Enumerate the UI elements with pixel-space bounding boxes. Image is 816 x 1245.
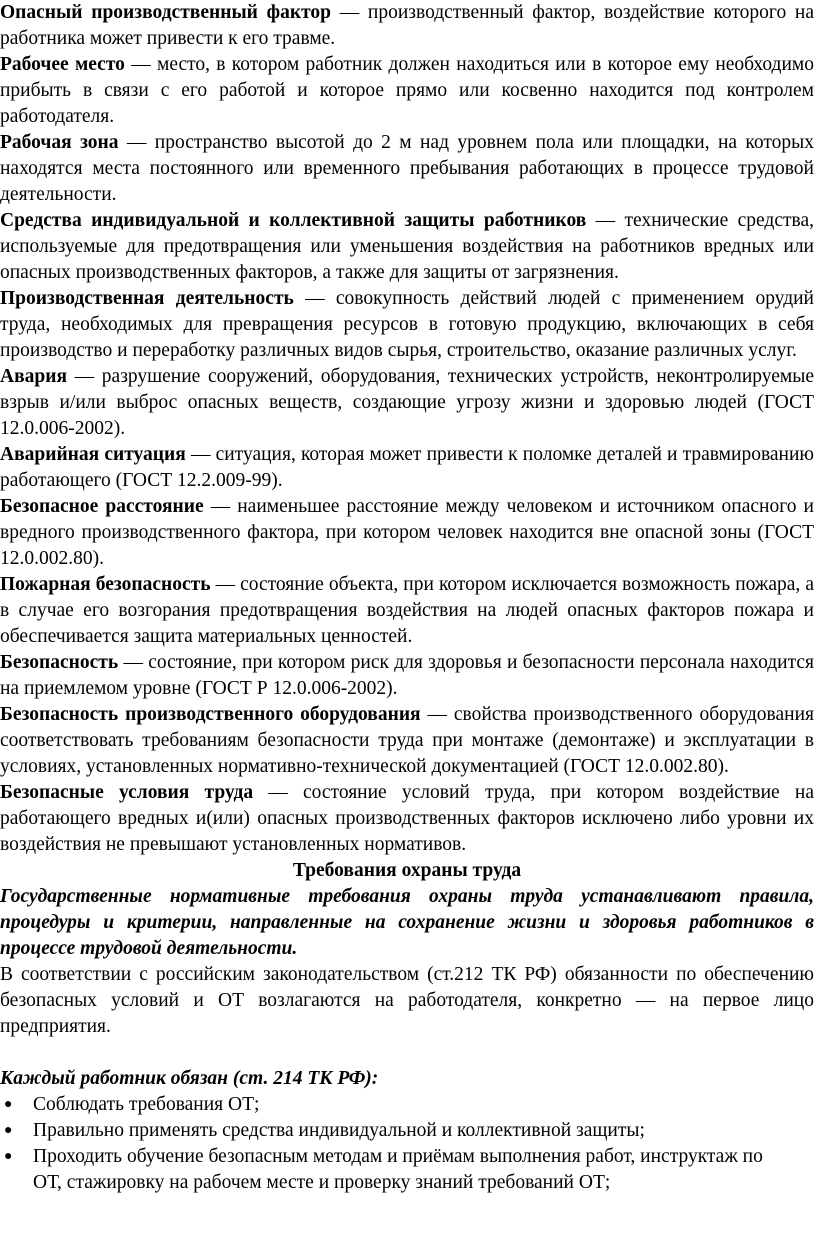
definition-term: Рабочая зона	[0, 132, 119, 153]
definition	[0, 650, 814, 702]
definition	[0, 130, 814, 208]
duties-list	[0, 1092, 814, 1196]
list-item-text: Проходить обучение безопасным методам и приёмам выполнения работ, инструктаж по ОТ, стажировку на рабочем месте и проверку знаний требований ОТ;	[33, 1146, 763, 1193]
definition-term: Средства индивидуальной и коллективной защиты работников	[0, 210, 587, 231]
definition	[0, 572, 814, 650]
definition-text: — состояние объекта, при котором исключается возможность пожара, а в случае его возгорания предотвращения воздействия на людей опасных факторов пожара и обеспечивается защита материальных ценностей.	[0, 574, 814, 647]
definition-text: — ситуация, которая может привести к поломке деталей и травмированию работающего (ГОСТ 12.2.009-99).	[0, 444, 814, 491]
definition-term: Безопасное расстояние	[0, 496, 204, 517]
definition-text: — пространство высотой до 2 м над уровнем пола или площадки, на которых находятся места постоянного или временного пребывания работающих в процессе трудовой деятельности.	[0, 132, 815, 205]
definition-term: Рабочее место	[0, 54, 125, 75]
definition-text: — производственный фактор, воздействие которого на работника может привести к его травме.	[0, 2, 814, 49]
section-lead: Государственные нормативные требования охраны труда устанавливают правила, процедуры и критерии, направленные на сохранение жизни и здоровья работников в процессе трудовой деятельности.	[0, 886, 814, 959]
definition	[0, 780, 814, 858]
definition-text: — свойства производственного оборудования соответствовать требованиям безопасности труда при монтаже (демонтаже) и эксплуатации в условиях, установленных нормативно-технической документацией (ГОСТ 12.0.002.80).	[0, 704, 814, 777]
definition-text: — совокупность действий людей с применением орудий труда, необходимых для превращения ресурсов в готовую продукцию, включающих в себя производство и переработку различных видов сырья, строительство, оказание различных услуг.	[0, 288, 814, 361]
definition-text: — место, в котором работник должен находиться или в которое ему необходимо прибыть в связи с его работой и которое прямо или косвенно находится под контролем работодателя.	[0, 54, 814, 127]
definition-text: — состояние, при котором риск для здоровья и безопасности персонала находится на приемлемом уровне (ГОСТ Р 12.0.006-2002).	[0, 652, 814, 699]
definition	[0, 494, 814, 572]
list-item	[0, 1118, 814, 1144]
definition-term: Безопасные условия труда	[0, 782, 254, 803]
definition	[0, 442, 814, 494]
bullet-icon: ●	[4, 1149, 13, 1164]
definition-text: — состояние условий труда, при котором воздействие на работающего вредных и(или) опасных производственных факторов исключено либо уровни их воздействия не превышают установленных нормативов.	[0, 782, 814, 855]
section-heading: Требования охраны труда	[292, 860, 522, 881]
section-paragraph: В соответствии с российским законодательством (ст.212 ТК РФ) обязанности по обеспечению безопасных условий и ОТ возлагаются на работодателя, конкретно — на первое лицо предприятия.	[0, 964, 814, 1037]
definition	[0, 0, 814, 52]
list-item	[0, 1092, 814, 1118]
definition-term: Пожарная безопасность	[0, 574, 211, 595]
list-item	[0, 1144, 814, 1196]
definition-term: Аварийная ситуация	[0, 444, 186, 465]
list-item-text: Соблюдать требования ОТ;	[33, 1094, 260, 1115]
bullet-icon: ●	[4, 1123, 13, 1138]
definition-term: Безопасность	[0, 652, 119, 673]
definition-term: Производственная деятельность	[0, 288, 294, 309]
definition-text: — технические средства, используемые для предотвращения или уменьшения воздействия на работников вредных или опасных производственных факторов, а также для защиты от загрязнения.	[0, 210, 814, 283]
definition-term: Безопасность производственного оборудования	[0, 704, 421, 725]
definition	[0, 52, 814, 130]
definition-term: Опасный производственный фактор	[0, 2, 332, 23]
definition	[0, 702, 814, 780]
duties-heading: Каждый работник обязан (ст. 214 ТК РФ):	[0, 1068, 379, 1089]
definition-term: Авария	[0, 366, 67, 387]
definition	[0, 286, 814, 364]
bullet-icon: ●	[4, 1097, 13, 1112]
definition-text: — наименьшее расстояние между человеком и источником опасного и вредного производственного фактора, при котором человек находится вне опасной зоны (ГОСТ 12.0.002.80).	[0, 496, 814, 569]
list-item-text: Правильно применять средства индивидуальной и коллективной защиты;	[33, 1120, 645, 1141]
definition	[0, 208, 814, 286]
definition	[0, 364, 814, 442]
definition-text: — разрушение сооружений, оборудования, технических устройств, неконтролируемые взрыв и/или выброс опасных веществ, создающие угрозу жизни и здоровью людей (ГОСТ 12.0.006-2002).	[0, 366, 814, 439]
